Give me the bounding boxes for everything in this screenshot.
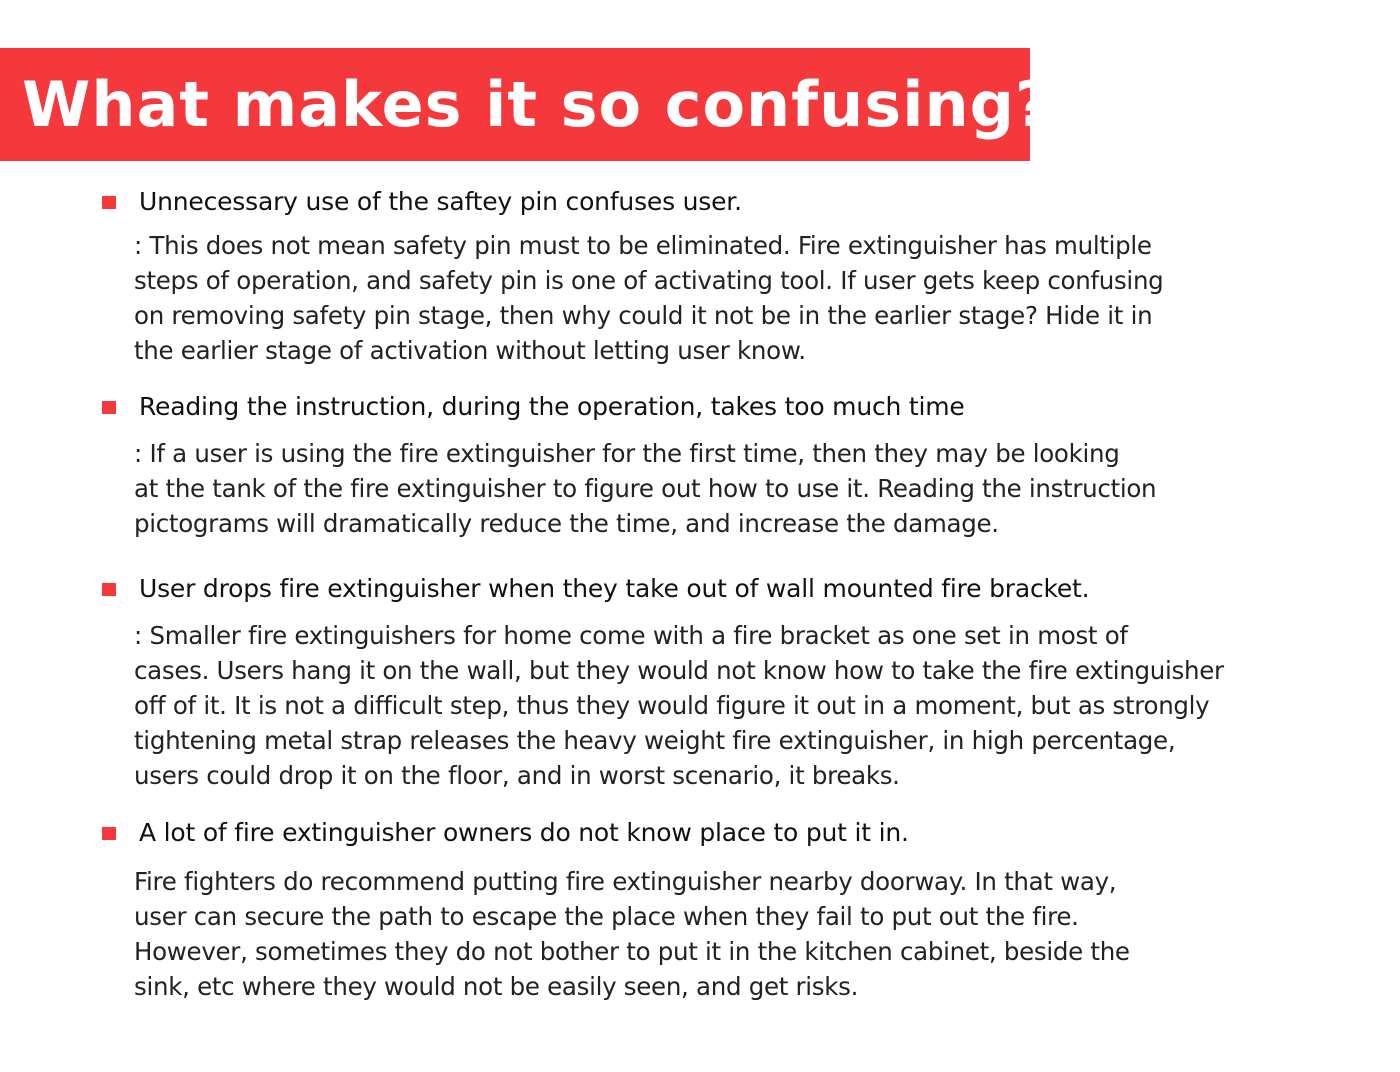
section-body — [134, 228, 1314, 368]
page-title: What makes it so confusing? — [22, 68, 1052, 141]
section-wall-bracket — [0, 572, 1400, 790]
body-line: users could drop it on the floor, and in worst scenario, it breaks. — [134, 761, 900, 790]
body-line: : This does not mean safety pin must to be eliminated. Fire extinguisher has multiple — [134, 231, 1152, 260]
body-line: on removing safety pin stage, then why could it not be in the earlier stage? Hide it in — [134, 301, 1153, 330]
body-line: user can secure the path to escape the place when they fail to put out the fire. — [134, 902, 1079, 931]
red-square-bullet-icon — [102, 401, 116, 414]
body-line: steps of operation, and safety pin is one of activating tool. If user gets keep confusing — [134, 266, 1164, 295]
body-line: sink, etc where they would not be easily seen, and get risks. — [134, 972, 859, 1001]
section-reading-instruction — [0, 390, 1400, 538]
section-placement — [0, 816, 1400, 1001]
body-line: : Smaller fire extinguishers for home come with a fire bracket as one set in most of — [134, 621, 1128, 650]
body-line: pictograms will dramatically reduce the time, and increase the damage. — [134, 509, 999, 538]
body-line: at the tank of the fire extinguisher to figure out how to use it. Reading the instruction — [134, 474, 1157, 503]
body-line: However, sometimes they do not bother to put it in the kitchen cabinet, beside the — [134, 937, 1130, 966]
section-heading-row — [0, 390, 1400, 424]
section-body — [134, 864, 1314, 1004]
red-square-bullet-icon — [102, 827, 116, 840]
body-line: : If a user is using the fire extinguisher for the first time, then they may be looking — [134, 439, 1120, 468]
body-line: Fire fighters do recommend putting fire extinguisher nearby doorway. In that way, — [134, 867, 1117, 896]
red-square-bullet-icon — [102, 583, 116, 596]
section-heading-row — [0, 572, 1400, 606]
section-heading-row — [0, 816, 1400, 850]
section-heading: Unnecessary use of the saftey pin confuses user. — [139, 187, 742, 216]
section-heading: A lot of fire extinguisher owners do not know place to put it in. — [139, 818, 909, 847]
body-line: tightening metal strap releases the heavy weight fire extinguisher, in high percentage, — [134, 726, 1176, 755]
body-line: cases. Users hang it on the wall, but they would not know how to take the fire extinguisher — [134, 656, 1224, 685]
body-line: the earlier stage of activation without letting user know. — [134, 336, 806, 365]
title-banner — [0, 48, 1052, 161]
section-body — [134, 618, 1314, 793]
body-line: off of it. It is not a difficult step, thus they would figure it out in a moment, but as strongly — [134, 691, 1210, 720]
section-heading: Reading the instruction, during the operation, takes too much time — [139, 392, 965, 421]
section-safety-pin — [0, 185, 1400, 365]
section-heading-row — [0, 185, 1400, 219]
section-heading: User drops fire extinguisher when they take out of wall mounted fire bracket. — [139, 574, 1090, 603]
red-square-bullet-icon — [102, 196, 116, 209]
section-body — [134, 436, 1314, 541]
